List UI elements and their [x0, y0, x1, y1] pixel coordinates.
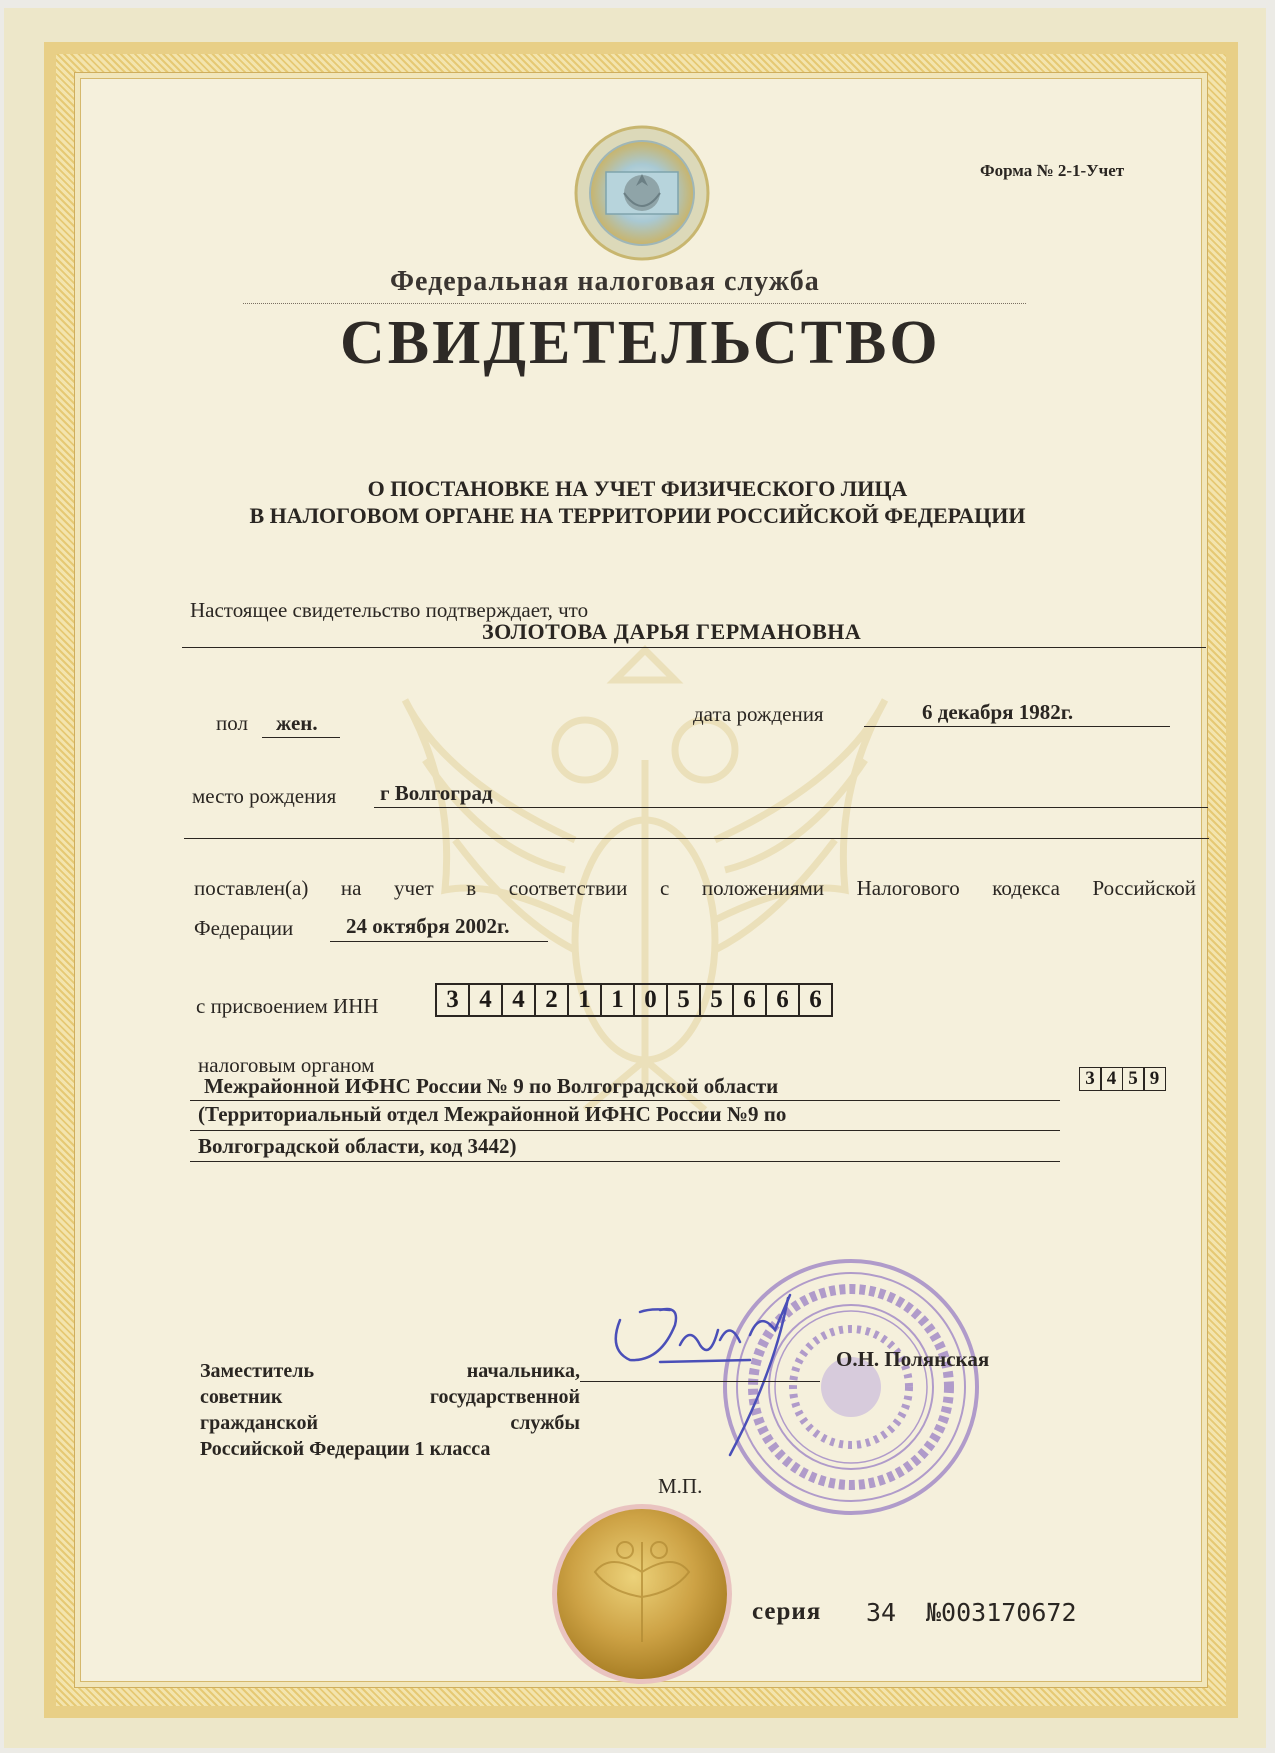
intro-text: Настоящее свидетельство подтверждает, что: [190, 598, 589, 622]
series-value: 34: [866, 1598, 897, 1627]
tax-authority-line-2: (Территориальный отдел Межрайонной ИФНС России №9 по: [198, 1102, 787, 1126]
series-label: серия: [752, 1598, 822, 1625]
registered-text: поставлен(а) на учет в соответствии с положениями Налогового кодекса Российской: [194, 876, 1196, 900]
sex-underline: [262, 737, 340, 738]
birth-place-underline: [374, 807, 1208, 808]
certificate-number: №003170672: [926, 1598, 1077, 1627]
signatory-title-line-2-b: государственной: [429, 1386, 580, 1408]
inn-digit: 6: [765, 983, 800, 1017]
birth-date-underline: [864, 726, 1170, 727]
signatory-title-line-3-a: гражданской: [200, 1412, 319, 1434]
signatory-title-line-1-a: Заместитель: [200, 1360, 315, 1382]
agency-name: Федеральная налоговая служба: [390, 266, 820, 297]
signatory-title-line-2-a: советник: [200, 1386, 283, 1408]
inn-digit: 2: [534, 983, 569, 1017]
inn-digit: 4: [468, 983, 503, 1017]
tax-authority-underline-2: [190, 1130, 1060, 1131]
signatory-title-line-1-b: начальника,: [466, 1360, 580, 1382]
inn-digit: 3: [435, 983, 470, 1017]
inn-digit: 1: [567, 983, 602, 1017]
fns-hologram-emblem-icon: [568, 124, 716, 262]
inn-digit: 1: [600, 983, 635, 1017]
inn-digit: 4: [501, 983, 536, 1017]
tax-authority-line-1: Межрайонной ИФНС России № 9 по Волгоградской области: [204, 1074, 779, 1098]
birth-date-label: дата рождения: [693, 702, 824, 726]
tax-authority-line-3: Волгоградской области, код 3442): [198, 1134, 517, 1158]
tax-authority-underline-1: [190, 1100, 1060, 1101]
registered-text-2: Федерации: [194, 916, 294, 940]
inn-digit: 6: [732, 983, 767, 1017]
signatory-name: О.Н. Полянская: [836, 1347, 990, 1371]
sex-value: жен.: [276, 711, 318, 735]
signature-line: [580, 1381, 820, 1382]
person-name: ЗОЛОТОВА ДАРЬЯ ГЕРМАНОВНА: [482, 619, 862, 644]
stamp-place-label: М.П.: [658, 1474, 703, 1498]
sex-label: пол: [216, 711, 248, 735]
tax-authority-underline-3: [190, 1161, 1060, 1162]
birth-date-value: 6 декабря 1982г.: [922, 700, 1074, 724]
gold-seal-icon: [550, 1502, 734, 1686]
inn-boxes: [437, 983, 833, 1017]
inn-digit: 0: [633, 983, 668, 1017]
agency-underline: [243, 303, 1026, 304]
authority-code-boxes: [1080, 1067, 1166, 1091]
handwritten-signature-icon: [600, 1290, 830, 1470]
document-title: СВИДЕТЕЛЬСТВО: [340, 309, 941, 377]
birth-place-label: место рождения: [192, 784, 337, 808]
form-number: Форма № 2-1-Учет: [980, 161, 1125, 180]
authority-code-digit: 5: [1122, 1067, 1145, 1091]
inn-label: с присвоением ИНН: [196, 994, 379, 1018]
subtitle-line-1: О ПОСТАНОВКЕ НА УЧЕТ ФИЗИЧЕСКОГО ЛИЦА: [367, 476, 908, 501]
tax-authority-label: налоговым органом: [198, 1053, 375, 1077]
authority-code-digit: 9: [1143, 1067, 1166, 1091]
signatory-title-line-3: [200, 1412, 580, 1435]
registered-date: 24 октября 2002г.: [346, 914, 510, 938]
registered-date-underline: [330, 941, 548, 942]
signatory-title-line-2: [200, 1386, 580, 1409]
inn-digit: 5: [666, 983, 701, 1017]
authority-code-digit: 3: [1079, 1067, 1102, 1091]
name-underline: [182, 647, 1206, 648]
signatory-title-line-4: Российской Федерации 1 класса: [200, 1438, 491, 1460]
birth-place-underline-2: [184, 838, 1209, 839]
signatory-title-line-1: [200, 1360, 580, 1383]
authority-code-digit: 4: [1100, 1067, 1123, 1091]
subtitle-line-2: В НАЛОГОВОМ ОРГАНЕ НА ТЕРРИТОРИИ РОССИЙСКОЙ ФЕДЕРАЦИИ: [249, 503, 1026, 528]
birth-place-value: г Волгоград: [380, 781, 493, 805]
inn-digit: 5: [699, 983, 734, 1017]
inn-digit: 6: [798, 983, 833, 1017]
signatory-title-line-3-b: службы: [510, 1412, 580, 1434]
